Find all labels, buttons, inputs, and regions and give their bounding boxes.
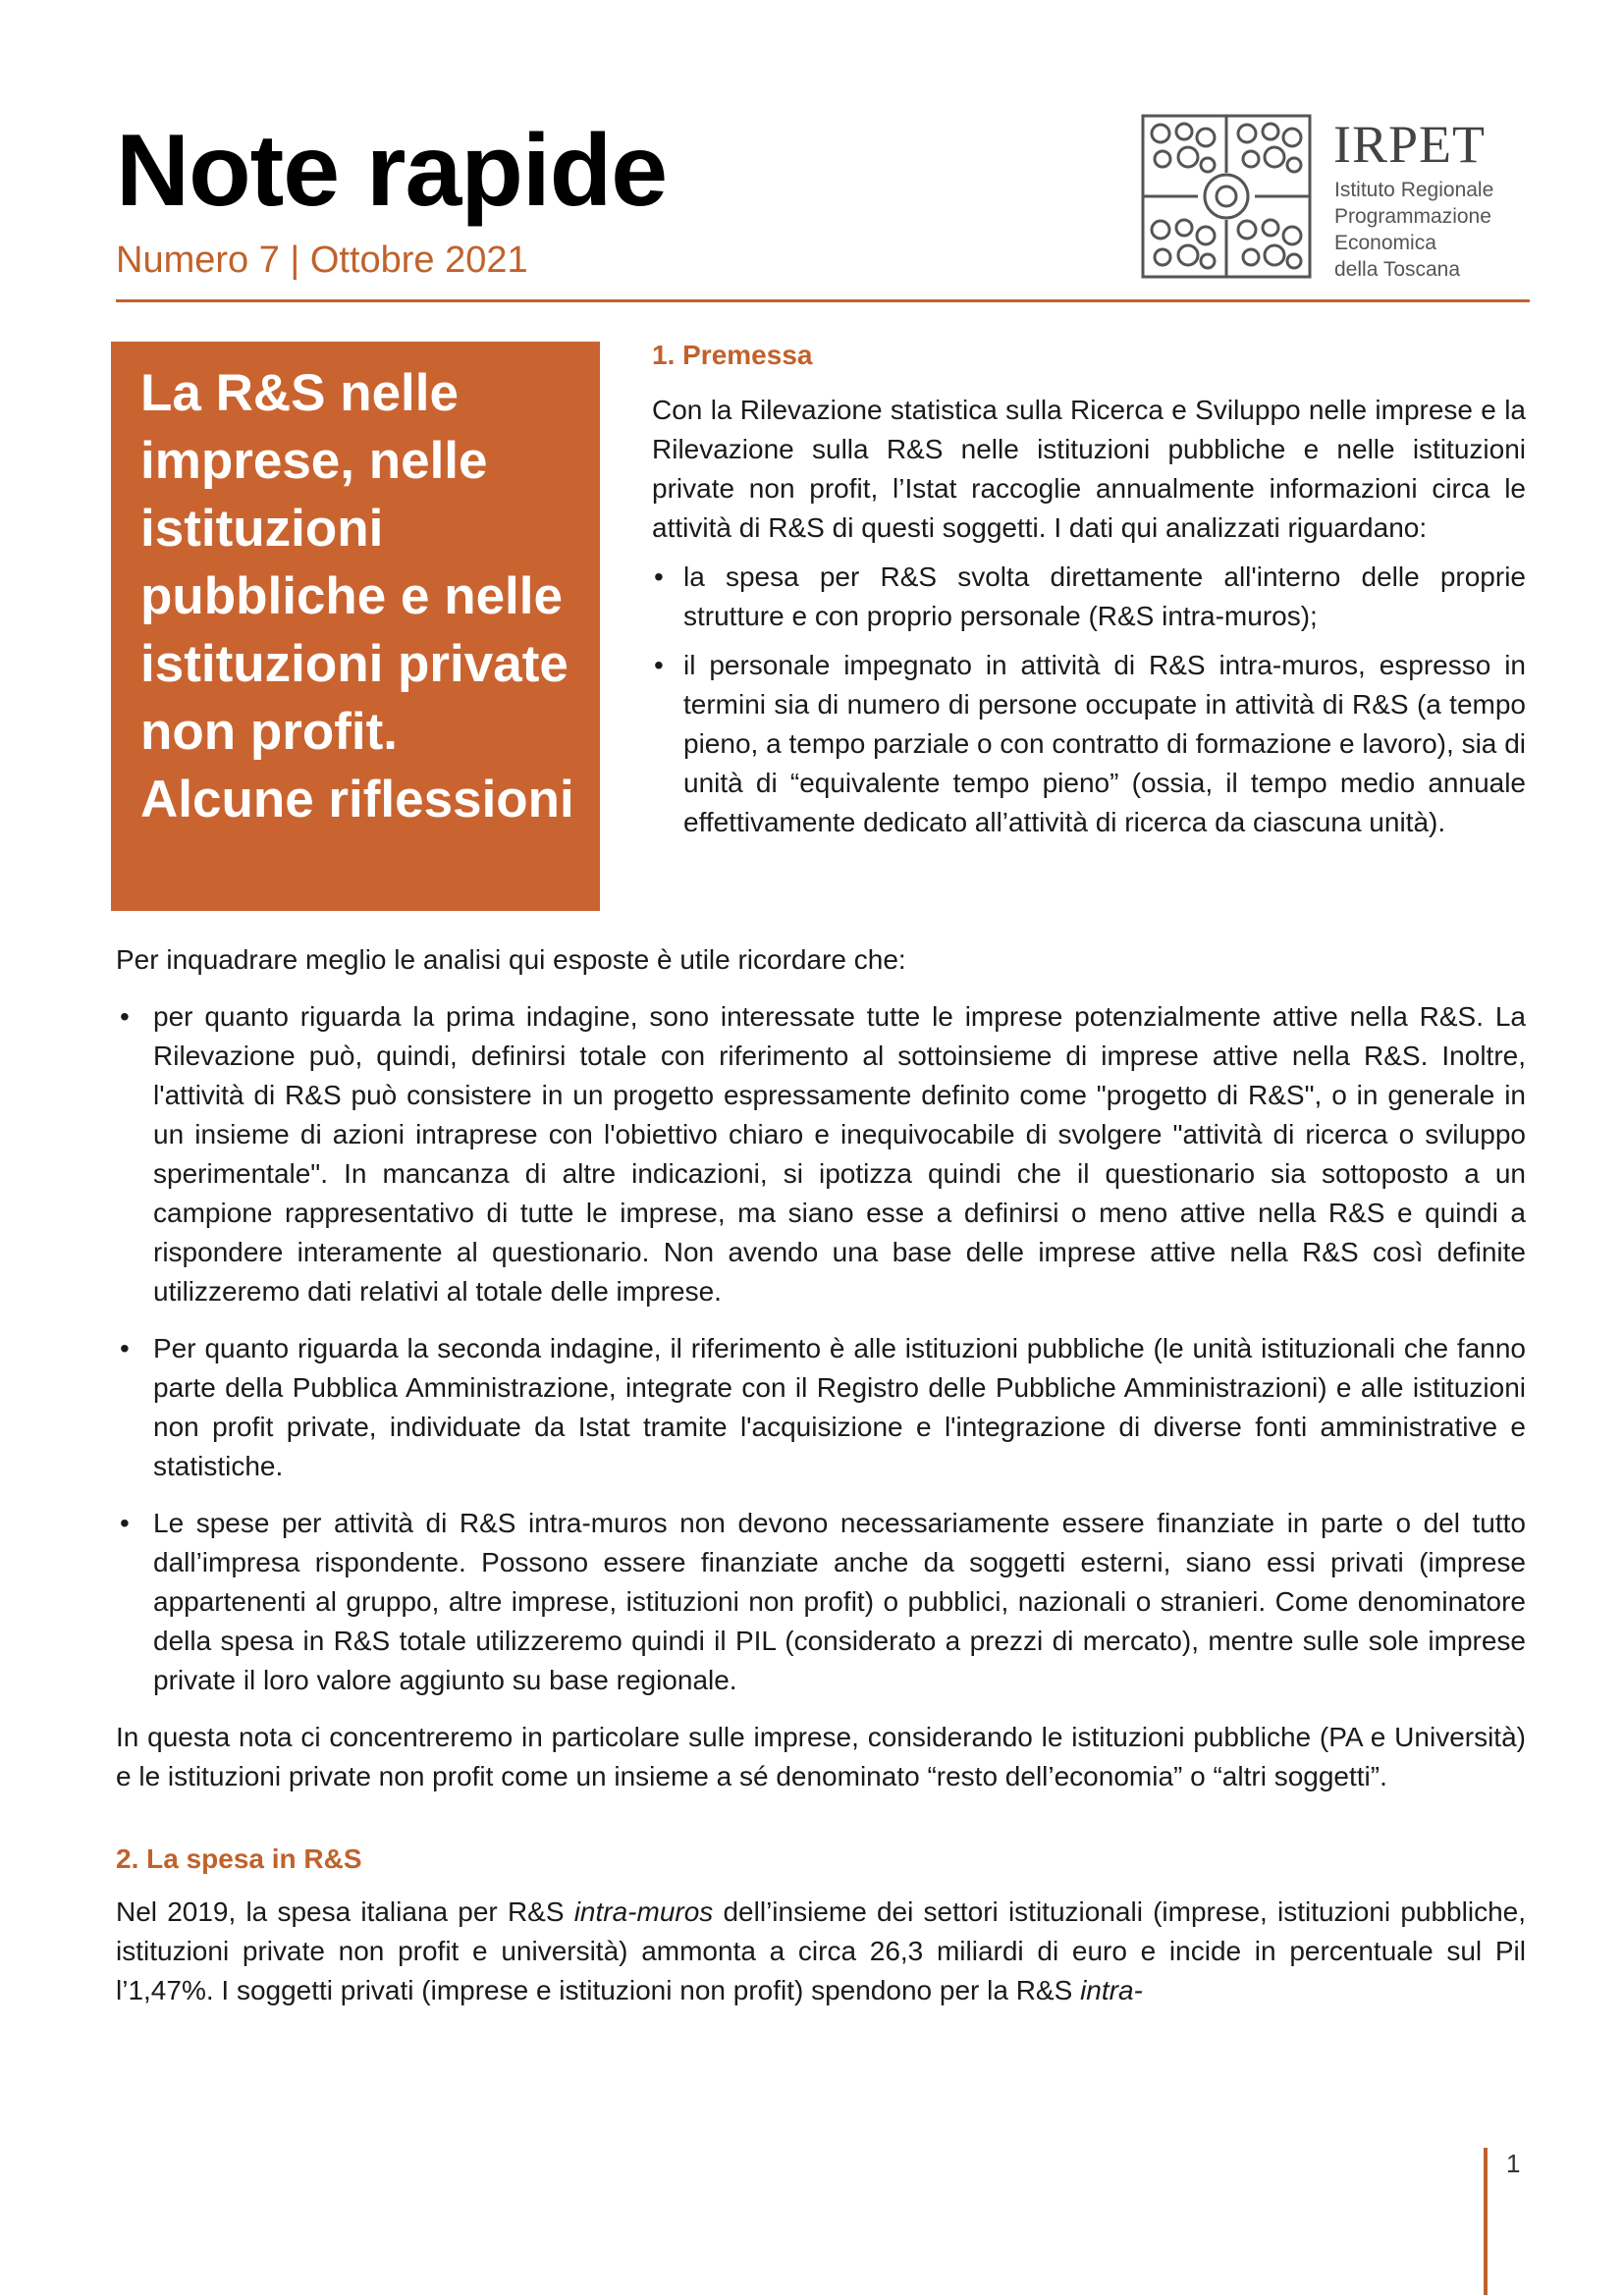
section-heading: 1. Premessa — [652, 340, 813, 370]
bullet-list — [116, 997, 1526, 1700]
logo-name: IRPET — [1333, 115, 1487, 174]
premessa-column — [652, 391, 1526, 852]
paragraph: Con la Rilevazione statistica sulla Ricerca e Sviluppo nelle imprese e la Rilevazione sulla R&S nelle istituzioni pubbliche e nelle istituzioni private non profit, l’Istat raccoglie annualmente informazioni circa le attività di R&S di questi soggetti. I dati qui analizzati riguardano: — [652, 395, 1526, 543]
list-item: • per quanto riguarda la prima indagine, sono interessate tutte le imprese potenzialmente attive nella R&S. La Rilevazione può, quindi, definirsi totale con riferimento al sottoinsieme di imprese attive nella R&S. Inoltre, l'attività di R&S può consistere in un progetto espressamente definito come "progetto di R&S", o in generale in un insieme di azioni intraprese con l'obiettivo chiaro e inequivocabile di svolgere "attività di ricerca o sviluppo sperimentale". In mancanza di altre indicazioni, si ipotizza quindi che il questionario sia sottoposto a un campione rappresentativo di tutte le imprese, ma siano esse a definirsi o meno attive nella R&S e quindi a rispondere interamente al questionario. Non avendo una base delle imprese attive nella R&S così definite utilizzeremo dati relativi al totale delle imprese. — [116, 997, 1526, 1311]
header-divider — [116, 299, 1530, 302]
logo-subtitle — [1334, 177, 1493, 283]
page-number: 1 — [1506, 2149, 1521, 2178]
emphasis: intra-muros — [573, 1896, 714, 1927]
list-item: • Per quanto riguarda la seconda indagine, il riferimento è alle istituzioni pubbliche (le unità istituzionali che fanno parte della Pubblica Amministrazione, integrate con il Registro delle Pubbliche Amministrazioni) e alle istituzioni non profit private, individuate da Istat tramite l'acquisizione e l'integrazione di diverse fonti amministrative e statistiche. — [116, 1329, 1526, 1486]
logo-subtitle-line: Istituto Regionale — [1334, 179, 1494, 201]
document-title: Note rapide — [116, 114, 668, 228]
text-run: dell’insieme dei settori istituzionali (imprese, istituzioni pubbliche, istituzioni private non profit e università) ammonta a circa 26,3 miliardi di euro e incide in percentuale sul Pil l’1,47%. I soggetti privati (imprese e istituzioni non profit) spendono per la R&S — [116, 1896, 1526, 2005]
headline-box — [111, 342, 600, 911]
text-run: Nel 2019, la spesa italiana per R&S — [116, 1896, 574, 1927]
paragraph — [116, 1893, 1526, 2010]
logo-subtitle-line: Economica — [1334, 232, 1436, 254]
emphasis: intra- — [1080, 1975, 1143, 2005]
section-heading: 2. La spesa in R&S — [116, 1843, 362, 1874]
issue-number: Numero 7 | Ottobre 2021 — [116, 240, 528, 281]
headline: La R&S nelle imprese, nelle istituzioni pubbliche e nelle istituzioni private non profit. Alcune riflessioni — [140, 364, 574, 828]
logo-subtitle-line: della Toscana — [1334, 258, 1461, 281]
list-item: • la spesa per R&S svolta direttamente all'interno delle proprie strutture e con proprio personale (R&S intra-muros); — [652, 558, 1526, 636]
paragraph: In questa nota ci concentreremo in particolare sulle imprese, considerando le istituzioni pubbliche (PA e Università) e le istituzioni private non profit come un insieme a sé denominato “resto dell’economia” o “altri soggetti”. — [116, 1722, 1526, 1791]
list-item: • Le spese per attività di R&S intra-muros non devono necessariamente essere finanziate in parte o del tutto dall’impresa rispondente. Possono essere finanziate anche da soggetti esterni, siano essi privati (imprese appartenenti al gruppo, altre imprese, istituzioni non profit) o pubblici, nazionali o stranieri. Come denominatore della spesa in R&S totale utilizzeremo quindi il PIL (considerato a prezzi di mercato), mentre sulle sole imprese private il loro valore aggiunto su base regionale. — [116, 1504, 1526, 1700]
list-item: • il personale impegnato in attività di R&S intra-muros, espresso in termini sia di numero di persone occupate in attività di R&S (a tempo pieno, a tempo parziale o con contratto di formazione e lavoro), sia di unità di “equivalente tempo pieno” (ossia, il tempo medio annuale effettivamente dedicato all’attività di ricerca da ciascuna unità). — [652, 646, 1526, 842]
bullet-list — [652, 558, 1526, 842]
irpet-logo — [1141, 114, 1553, 281]
paragraph: Per inquadrare meglio le analisi qui esposte è utile ricordare che: — [116, 944, 906, 975]
main-body — [116, 940, 1526, 2028]
irpet-emblem-icon — [1141, 114, 1312, 279]
page-marker-bar — [1484, 2148, 1488, 2295]
logo-subtitle-line: Programmazione — [1334, 205, 1491, 228]
